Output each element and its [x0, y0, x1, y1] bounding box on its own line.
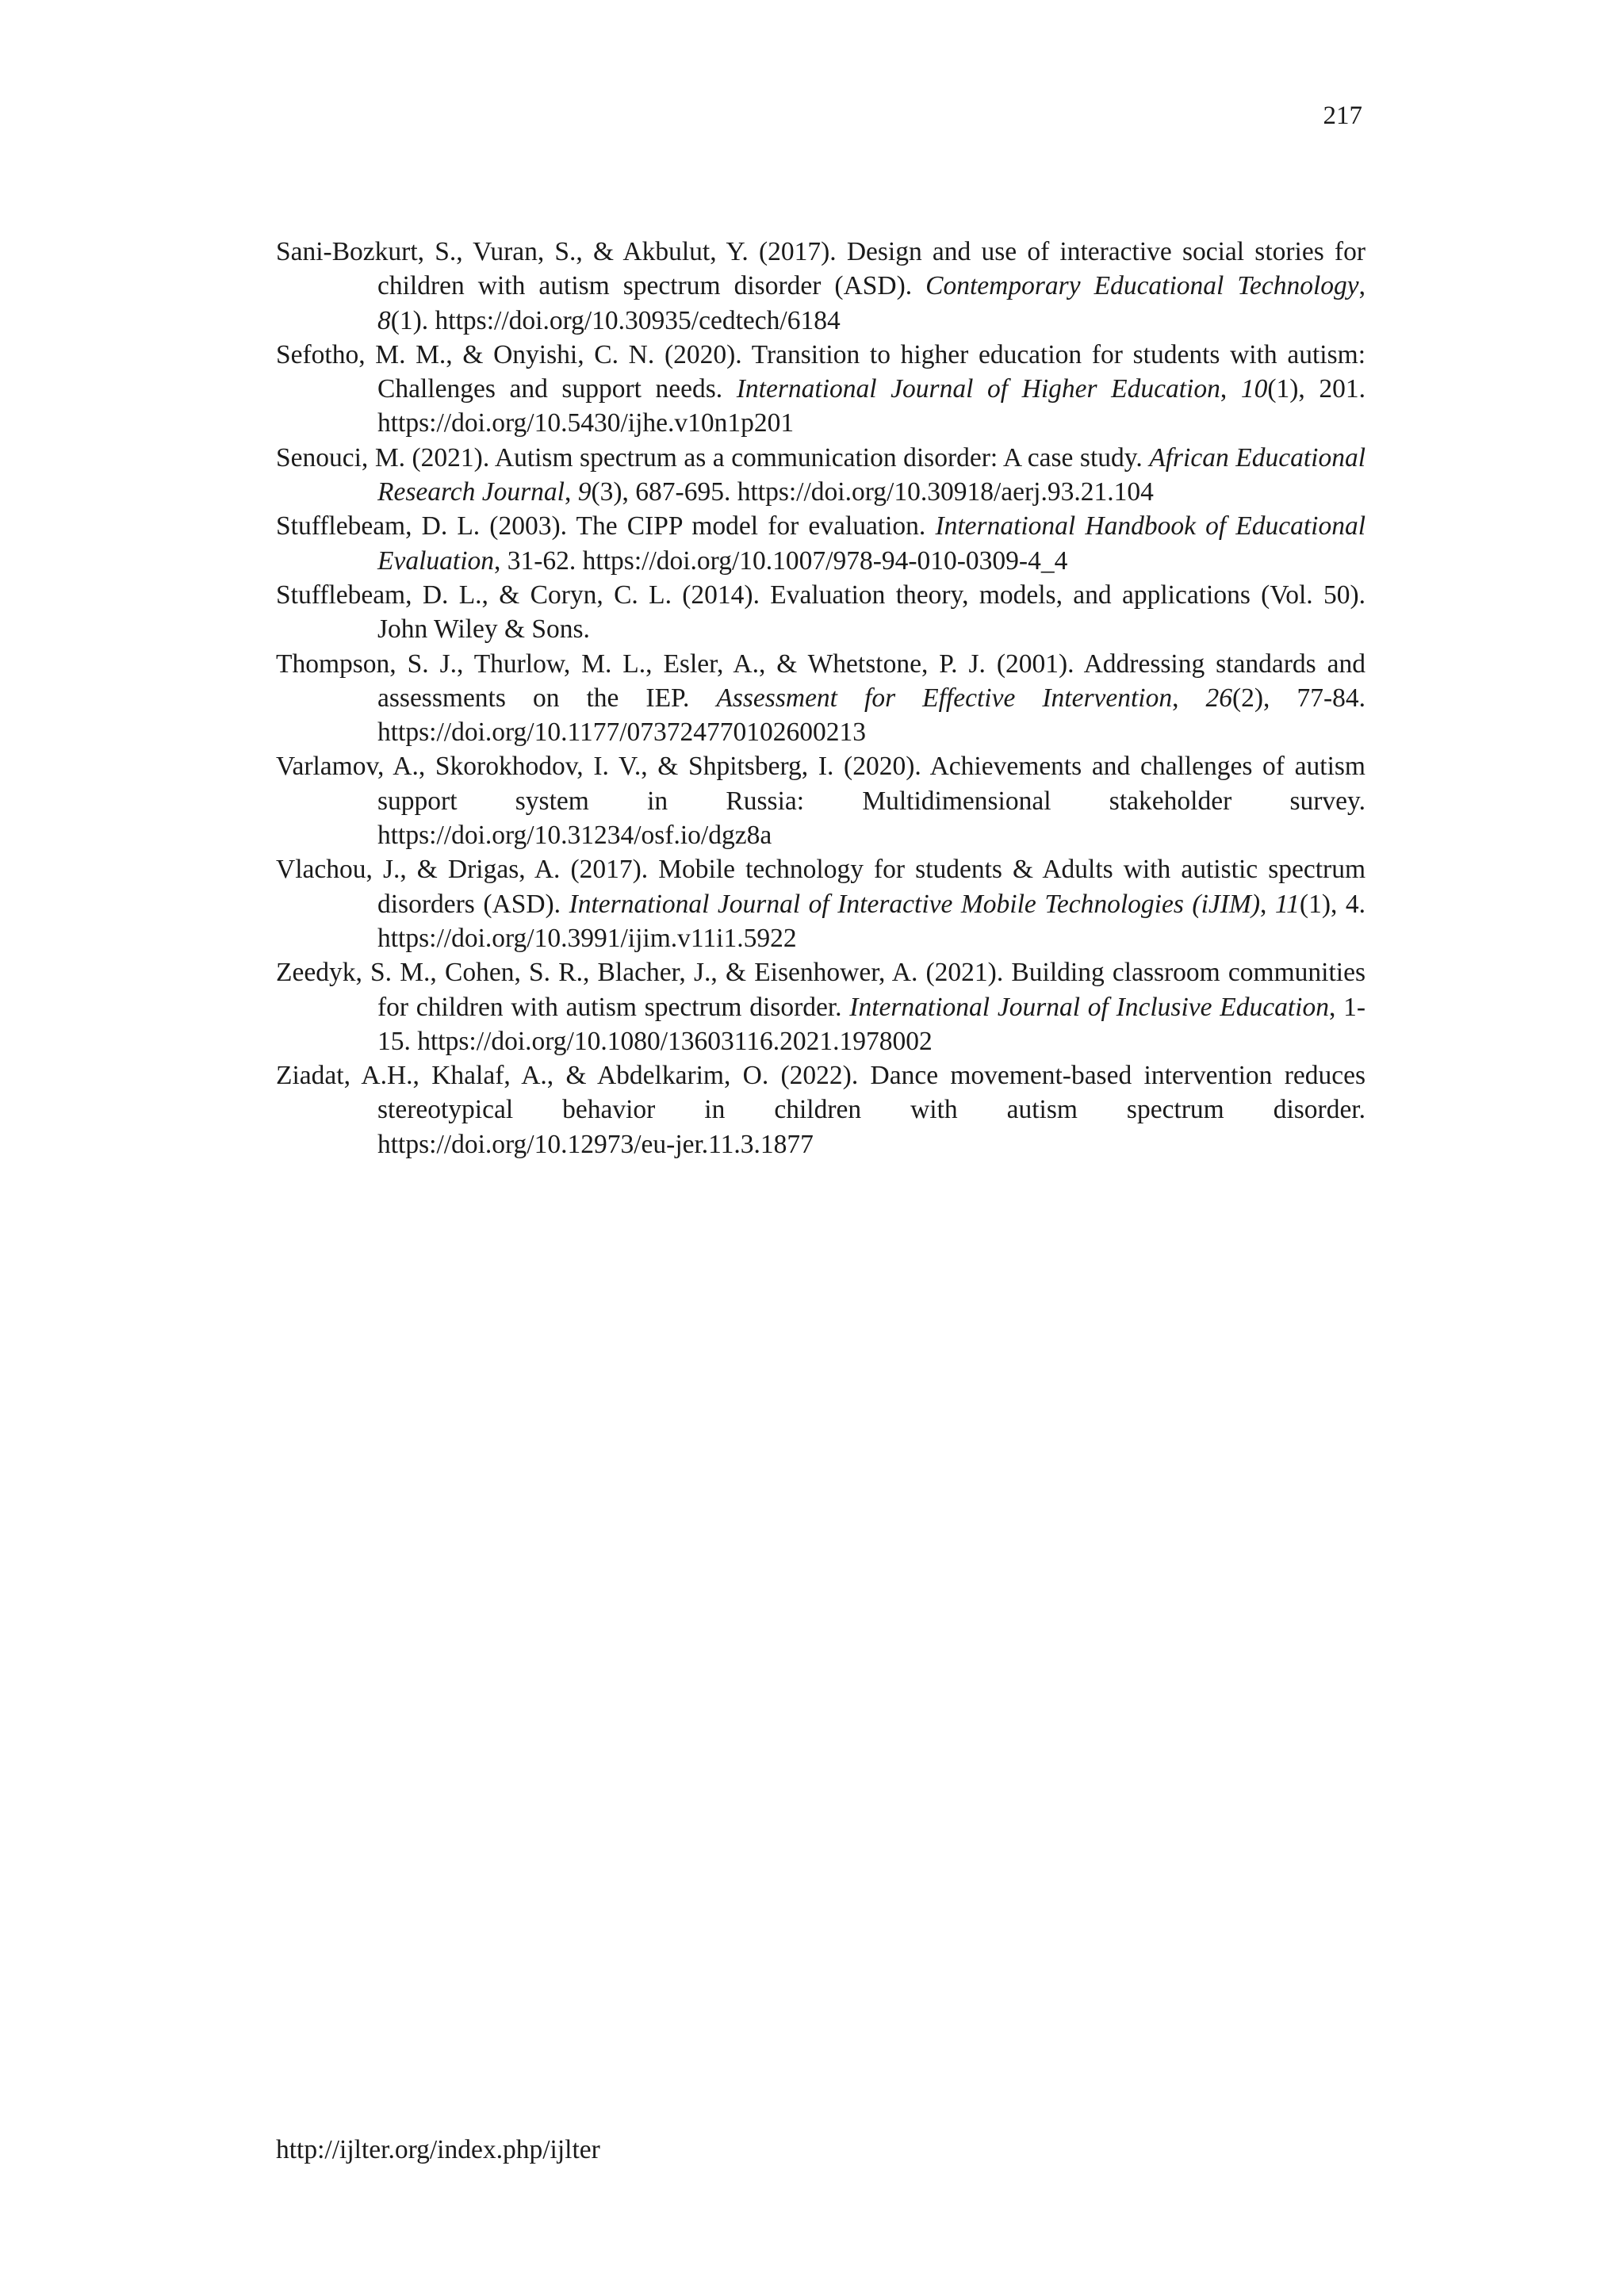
reference-entry — [276, 749, 1365, 852]
reference-text: Stufflebeam, D. L., & Coryn, C. L. (2014). Evaluation theory, models, and applications (Vol. 50). John Wiley & Sons. — [276, 580, 1365, 645]
reference-entry — [276, 955, 1365, 1058]
reference-volume: 9 — [577, 477, 592, 507]
reference-text: Zeedyk, S. M., Cohen, S. R., Blacher, J., & Eisenhower, A. (2021). Building classroom communities for children with autism spectrum disorder. — [276, 958, 1365, 1022]
reference-text: Thompson, S. J., Thurlow, M. L., Esler, A., & Whetstone, P. J. (2001). Addressing standards and assessments on the IEP. — [276, 649, 1365, 713]
reference-text: , — [1220, 374, 1241, 404]
reference-entry — [276, 509, 1365, 578]
footer-url: http://ijlter.org/index.php/ijlter — [276, 2135, 600, 2164]
reference-text: (1), 4. https://doi.org/10.3991/ijim.v11i1.5922 — [377, 889, 1366, 953]
reference-entry — [276, 647, 1365, 750]
reference-text: Vlachou, J., & Drigas, A. (2017). Mobile technology for students & Adults with autistic spectrum disorders (ASD). — [276, 855, 1365, 919]
reference-text: , — [565, 477, 578, 507]
reference-entry — [276, 441, 1365, 510]
reference-source: Assessment for Effective Intervention — [716, 683, 1173, 713]
reference-text: , 1-15. https://doi.org/10.1080/13603116.2021.1978002 — [377, 992, 1365, 1056]
reference-text: Varlamov, A., Skorokhodov, I. V., & Shpitsberg, I. (2020). Achievements and challenges of autism support system in Russia: Multidimensional stakeholder survey. https://doi.org/10.31234/osf.io/dgz8a — [276, 752, 1365, 851]
reference-source: African Educational Research Journal — [377, 442, 1365, 507]
reference-text: (1), 201. https://doi.org/10.5430/ijhe.v10n1p201 — [377, 374, 1366, 438]
reference-volume: 8 — [377, 305, 391, 335]
reference-source: International Journal of Inclusive Education — [849, 992, 1329, 1022]
reference-list — [276, 235, 1365, 1161]
reference-text: (2), 77-84. https://doi.org/10.1177/073724770102600213 — [377, 683, 1366, 748]
reference-entry — [276, 1058, 1365, 1161]
reference-entry — [276, 578, 1365, 647]
reference-volume: 26 — [1205, 683, 1232, 713]
reference-source: International Journal of Higher Education — [736, 374, 1220, 404]
reference-volume: 11 — [1274, 889, 1300, 919]
reference-entry — [276, 235, 1365, 338]
reference-text: , — [1172, 683, 1206, 713]
reference-text: (1). https://doi.org/10.30935/cedtech/6184 — [390, 305, 841, 335]
reference-source: International Handbook of Educational Evaluation — [377, 511, 1366, 576]
reference-text: Stufflebeam, D. L. (2003). The CIPP model for evaluation. — [276, 511, 936, 541]
reference-text: Sefotho, M. M., & Onyishi, C. N. (2020). Transition to higher education for students with autism: Challenges and support needs. — [276, 339, 1365, 404]
reference-volume: 10 — [1240, 374, 1268, 404]
reference-entry — [276, 852, 1365, 955]
reference-text: Senouci, M. (2021). Autism spectrum as a communication disorder: A case study. — [276, 442, 1150, 473]
reference-text: , 31-62. https://doi.org/10.1007/978-94-010-0309-4_4 — [494, 545, 1068, 576]
reference-text: (3), 687-695. https://doi.org/10.30918/aerj.93.21.104 — [591, 477, 1154, 507]
reference-source: Contemporary Educational Technology — [925, 271, 1359, 301]
reference-entry — [276, 338, 1365, 441]
reference-text: , — [1358, 271, 1365, 301]
reference-source: International Journal of Interactive Mobile Technologies (iJIM) — [569, 889, 1260, 919]
reference-text: Sani-Bozkurt, S., Vuran, S., & Akbulut, Y. (2017). Design and use of interactive social stories for children with autism spectrum disorder (ASD). — [276, 237, 1365, 301]
page-number: 217 — [1323, 101, 1362, 130]
reference-text: , — [1259, 889, 1275, 919]
reference-text: Ziadat, A.H., Khalaf, A., & Abdelkarim, O. (2022). Dance movement-based intervention reduces stereotypical behavior in children with autism spectrum disorder. https://doi.org/10.12973/eu-jer.11.3.1877 — [276, 1061, 1365, 1159]
